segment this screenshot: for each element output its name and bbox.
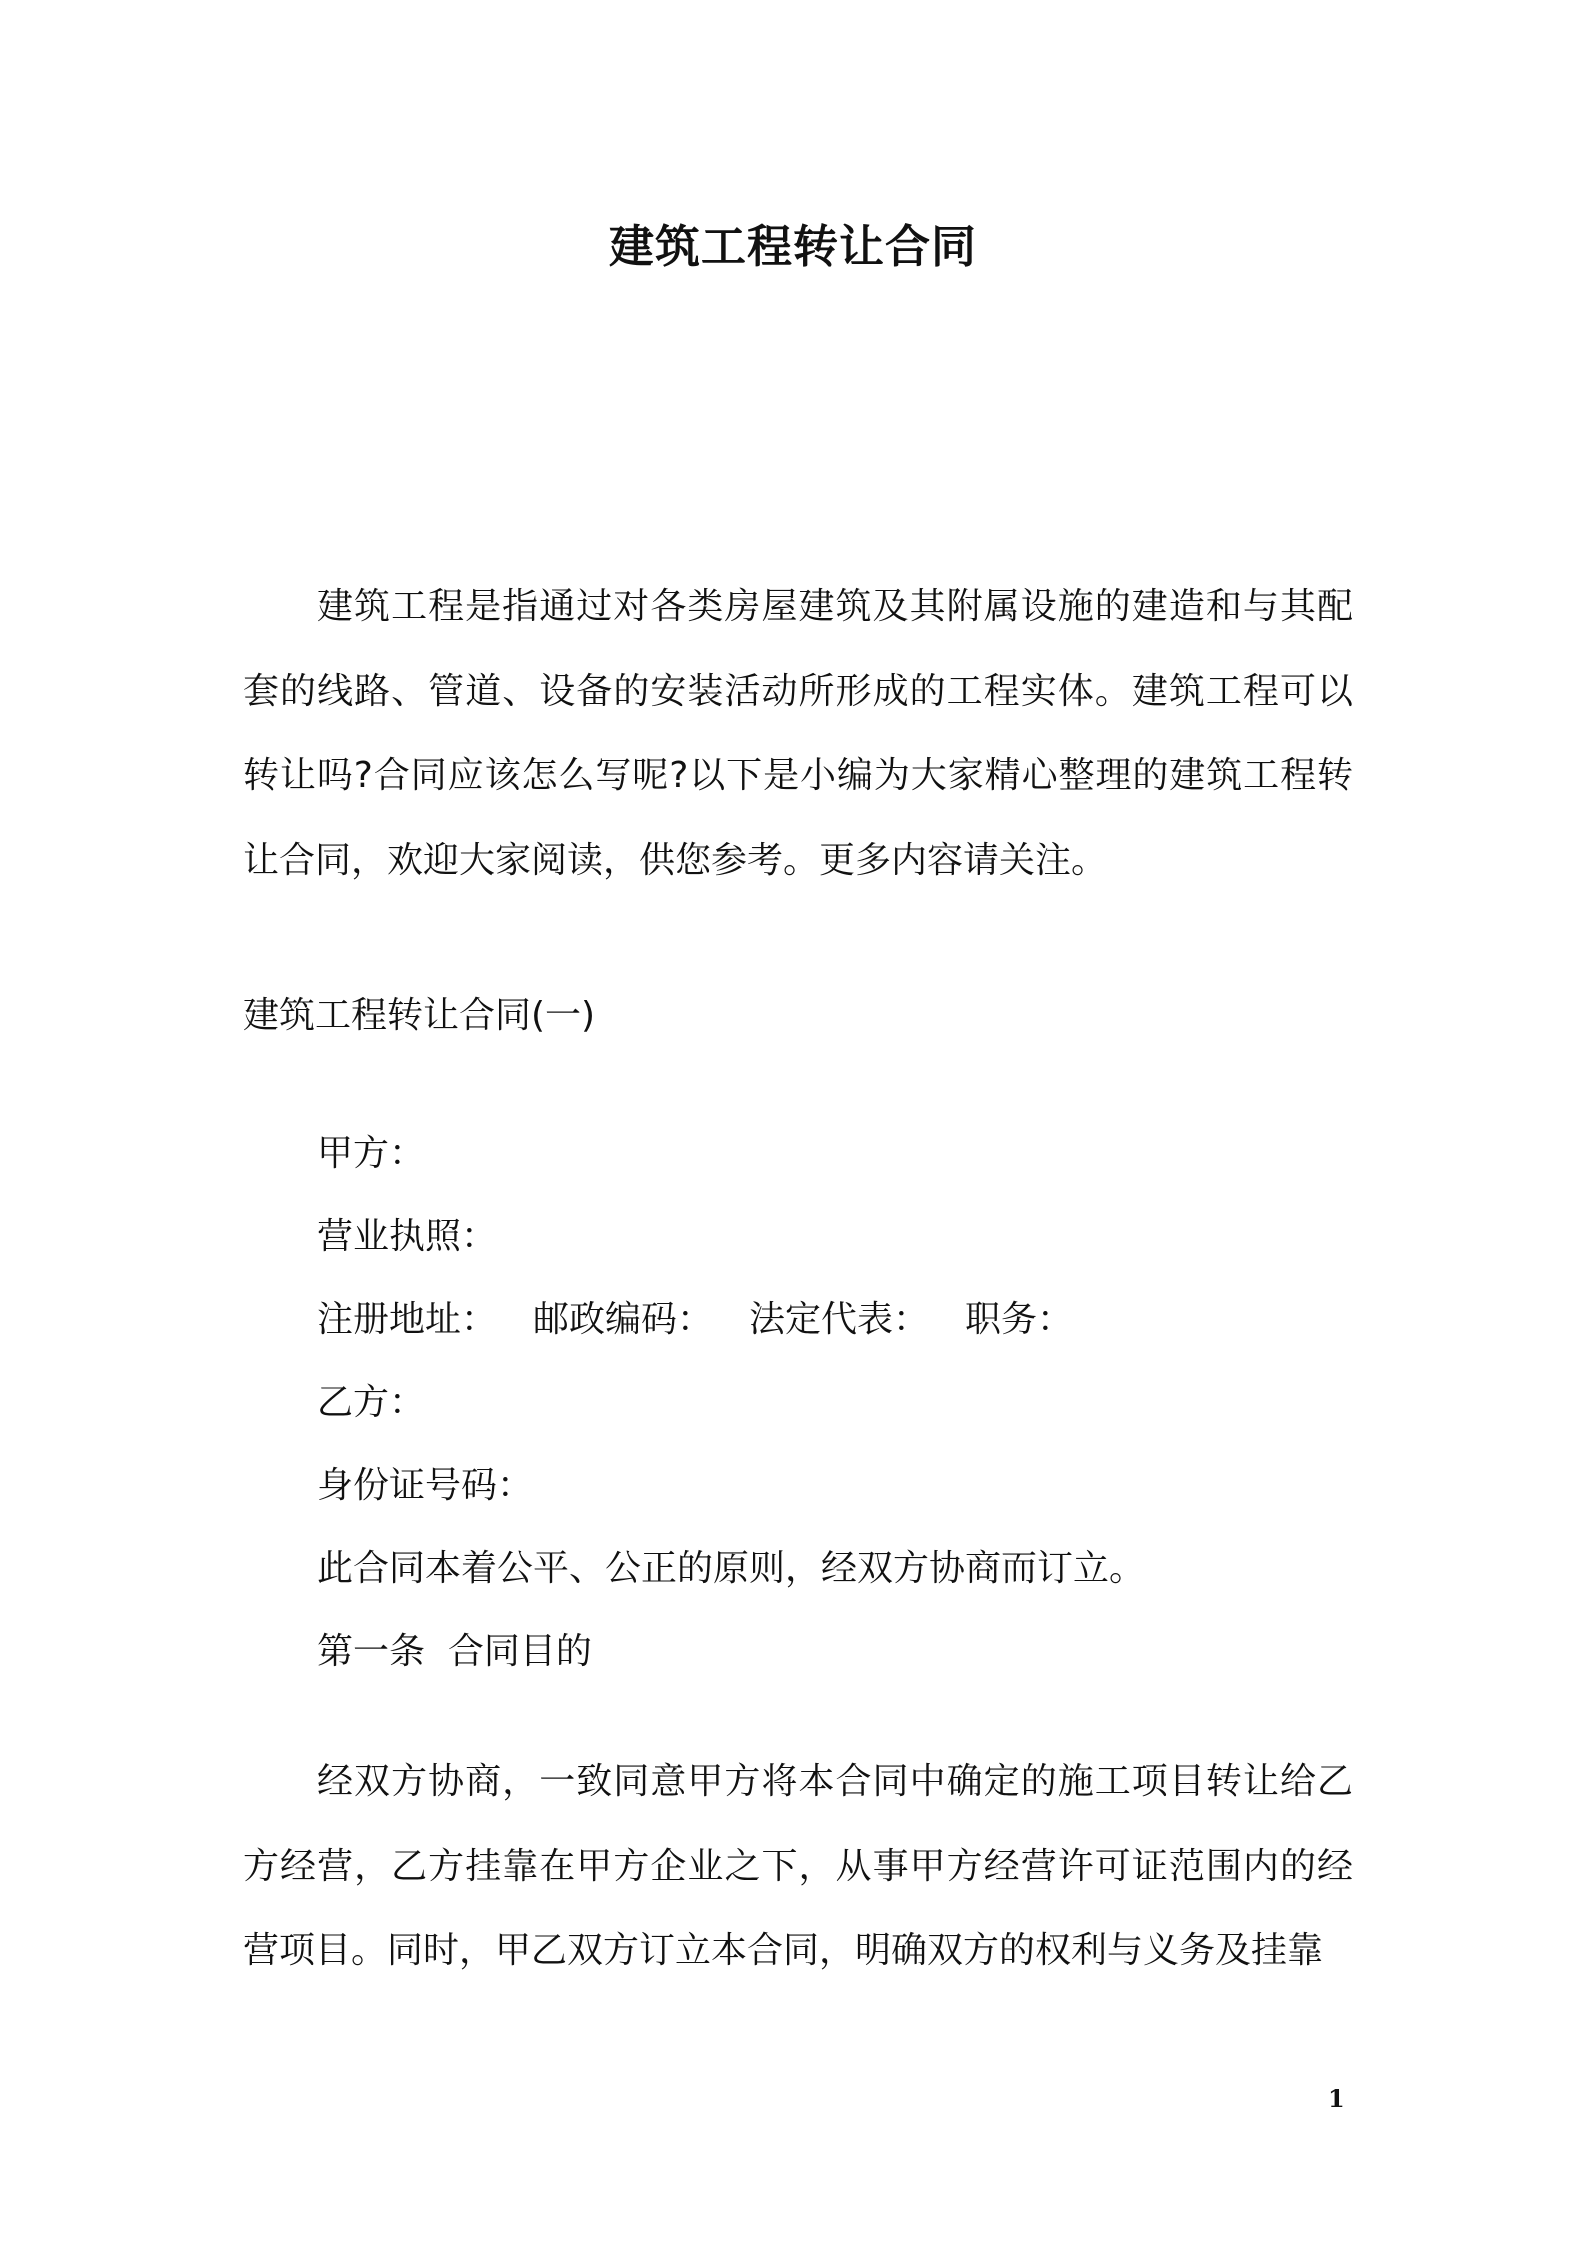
position-label: 职务：	[965, 1299, 1074, 1340]
id-number-label: 身份证号码：	[317, 1465, 534, 1506]
principle-statement: 此合同本着公平、公正的原则，经双方协商而订立。	[317, 1548, 1146, 1589]
article-1-heading: 第一条 合同目的	[317, 1631, 592, 1672]
article-1-body: 经双方协商，一致同意甲方将本合同中确定的施工项目转让给乙方经营，乙方挂靠在甲方企业之下，从事甲方经营许可证范围内的经营项目。同时，甲乙双方订立本合同，明确双方的权利与义务及挂靠	[243, 1761, 1353, 1971]
party-a-label: 甲方：	[317, 1133, 426, 1174]
intro-paragraph: 建筑工程是指通过对各类房屋建筑及其附属设施的建造和与其配套的线路、管道、设备的安装活动所形成的工程实体。建筑工程可以转让吗?合同应该怎么写呢?以下是小编为大家精心整理的建筑工程转让合同，欢迎大家阅读，供您参考。更多内容请关注。	[243, 586, 1353, 881]
page-number: 1	[1328, 2084, 1345, 2113]
registration-details-line	[317, 1290, 1073, 1350]
section-heading: 建筑工程转让合同(一)	[243, 995, 596, 1036]
legal-representative-label: 法定代表：	[749, 1299, 930, 1340]
business-license-label: 营业执照：	[317, 1216, 498, 1257]
document-title: 建筑工程转让合同	[608, 220, 977, 273]
registered-address-label: 注册地址：	[317, 1299, 498, 1340]
party-b-label: 乙方：	[317, 1382, 426, 1423]
postal-code-label: 邮政编码：	[533, 1299, 714, 1340]
